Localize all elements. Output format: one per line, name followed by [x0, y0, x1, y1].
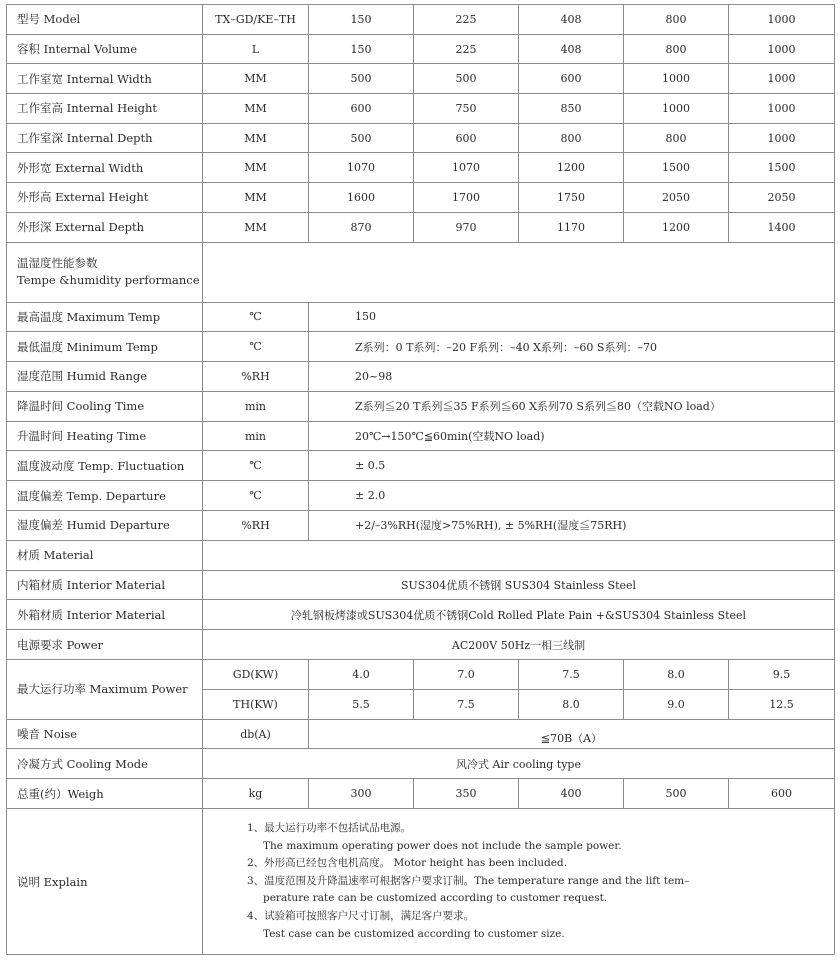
row-value: AC200V 50Hz一相三线制: [203, 630, 835, 660]
row-value: 800: [624, 34, 729, 64]
spec-row: [7, 183, 835, 213]
spec-table: [6, 4, 835, 955]
row-value: 7.5: [519, 660, 624, 690]
row-value: 7.0: [414, 660, 519, 690]
row-label: 温度偏差 Temp. Departure: [7, 481, 203, 511]
spec-row: [7, 630, 835, 660]
row-value: +2/–3%RH(湿度>75%RH), ± 5%RH(湿度≦75RH): [309, 511, 835, 541]
row-label: 电源要求 Power: [7, 630, 203, 660]
row-unit: %RH: [203, 511, 309, 541]
row-label: 湿度偏差 Humid Departure: [7, 511, 203, 541]
section-blank: [203, 242, 835, 302]
row-unit: MM: [203, 212, 309, 242]
spec-row: [7, 451, 835, 481]
row-value: 800: [519, 123, 624, 153]
row-value: 150: [309, 302, 835, 332]
row-value: 2050: [729, 183, 835, 213]
row-unit: db(A): [203, 719, 309, 749]
spec-row: [7, 600, 835, 630]
row-value: 1700: [414, 183, 519, 213]
row-unit: MM: [203, 64, 309, 94]
row-value: Z系列≦20 T系列≦35 F系列≦60 X系列70 S系列≦80（空载NO load）: [309, 391, 835, 421]
row-label: 外箱材质 Interior Material: [7, 600, 203, 630]
section-title-en: Tempe &humidity performance: [17, 273, 200, 287]
section-title-cn: 温湿度性能参数: [17, 256, 98, 270]
spec-row: [7, 34, 835, 64]
row-label: 内箱材质 Interior Material: [7, 570, 203, 600]
row-label: 降温时间 Cooling Time: [7, 391, 203, 421]
spec-row: [7, 779, 835, 809]
row-value: ± 0.5: [309, 451, 835, 481]
row-label: 总重(约）Weigh: [7, 779, 203, 809]
row-value: 8.0: [519, 689, 624, 719]
spec-row: [7, 5, 835, 35]
row-label: 冷凝方式 Cooling Mode: [7, 749, 203, 779]
row-value: 750: [414, 94, 519, 124]
row-label: 说明 Explain: [7, 809, 203, 955]
row-value: 1000: [729, 94, 835, 124]
row-value: 1500: [729, 153, 835, 183]
row-value: 1500: [624, 153, 729, 183]
row-label: 工作室深 Internal Depth: [7, 123, 203, 153]
row-label: 湿度范围 Humid Range: [7, 362, 203, 392]
row-value: 500: [309, 64, 414, 94]
row-label: 升温时间 Heating Time: [7, 421, 203, 451]
row-value: 300: [309, 779, 414, 809]
explain-notes: [203, 809, 835, 955]
note-line: 4、试验箱可按照客户尺寸订制，满足客户要求。: [247, 909, 475, 922]
row-value: 850: [519, 94, 624, 124]
row-value: 225: [414, 34, 519, 64]
row-value: Z系列：0 T系列：–20 F系列：–40 X系列：–60 S系列：–70: [309, 332, 835, 362]
row-value: 20~98: [309, 362, 835, 392]
row-value: 400: [519, 779, 624, 809]
row-value: 1170: [519, 212, 624, 242]
note-line: 2、外形高已经包含电机高度。 Motor height has been included.: [247, 857, 567, 870]
spec-row: [7, 212, 835, 242]
row-value: 5.5: [309, 689, 414, 719]
row-value: 408: [519, 5, 624, 35]
note-line: The maximum operating power does not include the sample power.: [263, 839, 622, 852]
row-unit: MM: [203, 153, 309, 183]
row-value: 225: [414, 5, 519, 35]
section-title-material: 材质 Material: [7, 540, 203, 570]
section-row: [7, 540, 835, 570]
spec-row: [7, 749, 835, 779]
row-value: 600: [729, 779, 835, 809]
note-line: perature rate can be customized according to customer request.: [263, 892, 608, 905]
row-value: 500: [414, 64, 519, 94]
row-value: ≦70B（A）: [309, 719, 835, 749]
row-value: 7.5: [414, 689, 519, 719]
row-value: 408: [519, 34, 624, 64]
spec-row: [7, 332, 835, 362]
row-value: 1750: [519, 183, 624, 213]
row-unit: ℃: [203, 481, 309, 511]
row-label: 容积 Internal Volume: [7, 34, 203, 64]
spec-row: [7, 391, 835, 421]
row-unit: MM: [203, 183, 309, 213]
row-unit: ℃: [203, 451, 309, 481]
row-value: ± 2.0: [309, 481, 835, 511]
row-value: 1000: [729, 64, 835, 94]
spec-row: [7, 123, 835, 153]
row-value: 1600: [309, 183, 414, 213]
spec-row: [7, 719, 835, 749]
row-value: 8.0: [624, 660, 729, 690]
row-label: 最大运行功率 Maximum Power: [7, 660, 203, 720]
row-value: 350: [414, 779, 519, 809]
row-value: 12.5: [729, 689, 835, 719]
row-label: 外形高 External Height: [7, 183, 203, 213]
row-label: 工作室高 Internal Height: [7, 94, 203, 124]
row-label: 温度波动度 Temp. Fluctuation: [7, 451, 203, 481]
section-row: [7, 242, 835, 302]
row-unit: ℃: [203, 302, 309, 332]
section-blank: [203, 540, 835, 570]
row-value: 风冷式 Air cooling type: [203, 749, 835, 779]
row-value: 600: [519, 64, 624, 94]
row-value: 1200: [519, 153, 624, 183]
row-value: 970: [414, 212, 519, 242]
spec-row: [7, 64, 835, 94]
row-value: 1070: [414, 153, 519, 183]
row-label: 工作室宽 Internal Width: [7, 64, 203, 94]
row-value: 1000: [624, 64, 729, 94]
note-line: Test case can be customized according to customer size.: [263, 927, 565, 940]
row-value: 870: [309, 212, 414, 242]
row-value: 800: [624, 123, 729, 153]
row-unit: GD(KW): [203, 660, 309, 690]
row-value: 1200: [624, 212, 729, 242]
spec-row: [7, 94, 835, 124]
row-value: 20℃→150℃≦60min(空载NO load): [309, 421, 835, 451]
row-unit: TH(KW): [203, 689, 309, 719]
row-value: 1000: [729, 123, 835, 153]
spec-row: [7, 511, 835, 541]
row-value: 1000: [624, 94, 729, 124]
spec-row: [7, 421, 835, 451]
row-unit: MM: [203, 94, 309, 124]
spec-row: [7, 302, 835, 332]
row-unit: min: [203, 391, 309, 421]
spec-row: [7, 660, 835, 690]
row-value: 800: [624, 5, 729, 35]
spec-row: [7, 153, 835, 183]
row-value: SUS304优质不锈钢 SUS304 Stainless Steel: [203, 570, 835, 600]
row-value: 500: [309, 123, 414, 153]
row-value: 1000: [729, 5, 835, 35]
row-value: 9.0: [624, 689, 729, 719]
row-value: 9.5: [729, 660, 835, 690]
row-label: 型号 Model: [7, 5, 203, 35]
row-value: 冷轧钢板烤漆或SUS304优质不锈钢Cold Rolled Plate Pain +&SUS304 Stainless Steel: [203, 600, 835, 630]
row-label: 外形深 External Depth: [7, 212, 203, 242]
note-line: 1、最大运行功率不包括试品电源。: [247, 821, 412, 834]
row-value: 2050: [624, 183, 729, 213]
row-unit: %RH: [203, 362, 309, 392]
row-value: 150: [309, 5, 414, 35]
spec-row: [7, 570, 835, 600]
row-unit: min: [203, 421, 309, 451]
section-title-perf: [7, 242, 203, 302]
explain-row: [7, 809, 835, 955]
row-unit: TX–GD/KE–TH: [203, 5, 309, 35]
row-value: 1070: [309, 153, 414, 183]
row-value: 600: [309, 94, 414, 124]
row-value: 600: [414, 123, 519, 153]
row-label: 最低温度 Minimum Temp: [7, 332, 203, 362]
row-value: 4.0: [309, 660, 414, 690]
row-value: 500: [624, 779, 729, 809]
row-label: 噪音 Noise: [7, 719, 203, 749]
row-value: 1400: [729, 212, 835, 242]
note-line: 3、温度范围及升降温速率可根据客户要求订制。The temperature range and the lift tem–: [247, 874, 690, 887]
row-unit: ℃: [203, 332, 309, 362]
row-unit: MM: [203, 123, 309, 153]
row-value: 1000: [729, 34, 835, 64]
row-label: 外形宽 External Width: [7, 153, 203, 183]
row-unit: L: [203, 34, 309, 64]
row-unit: kg: [203, 779, 309, 809]
spec-row: [7, 362, 835, 392]
row-label: 最高温度 Maximum Temp: [7, 302, 203, 332]
spec-row: [7, 481, 835, 511]
row-value: 150: [309, 34, 414, 64]
